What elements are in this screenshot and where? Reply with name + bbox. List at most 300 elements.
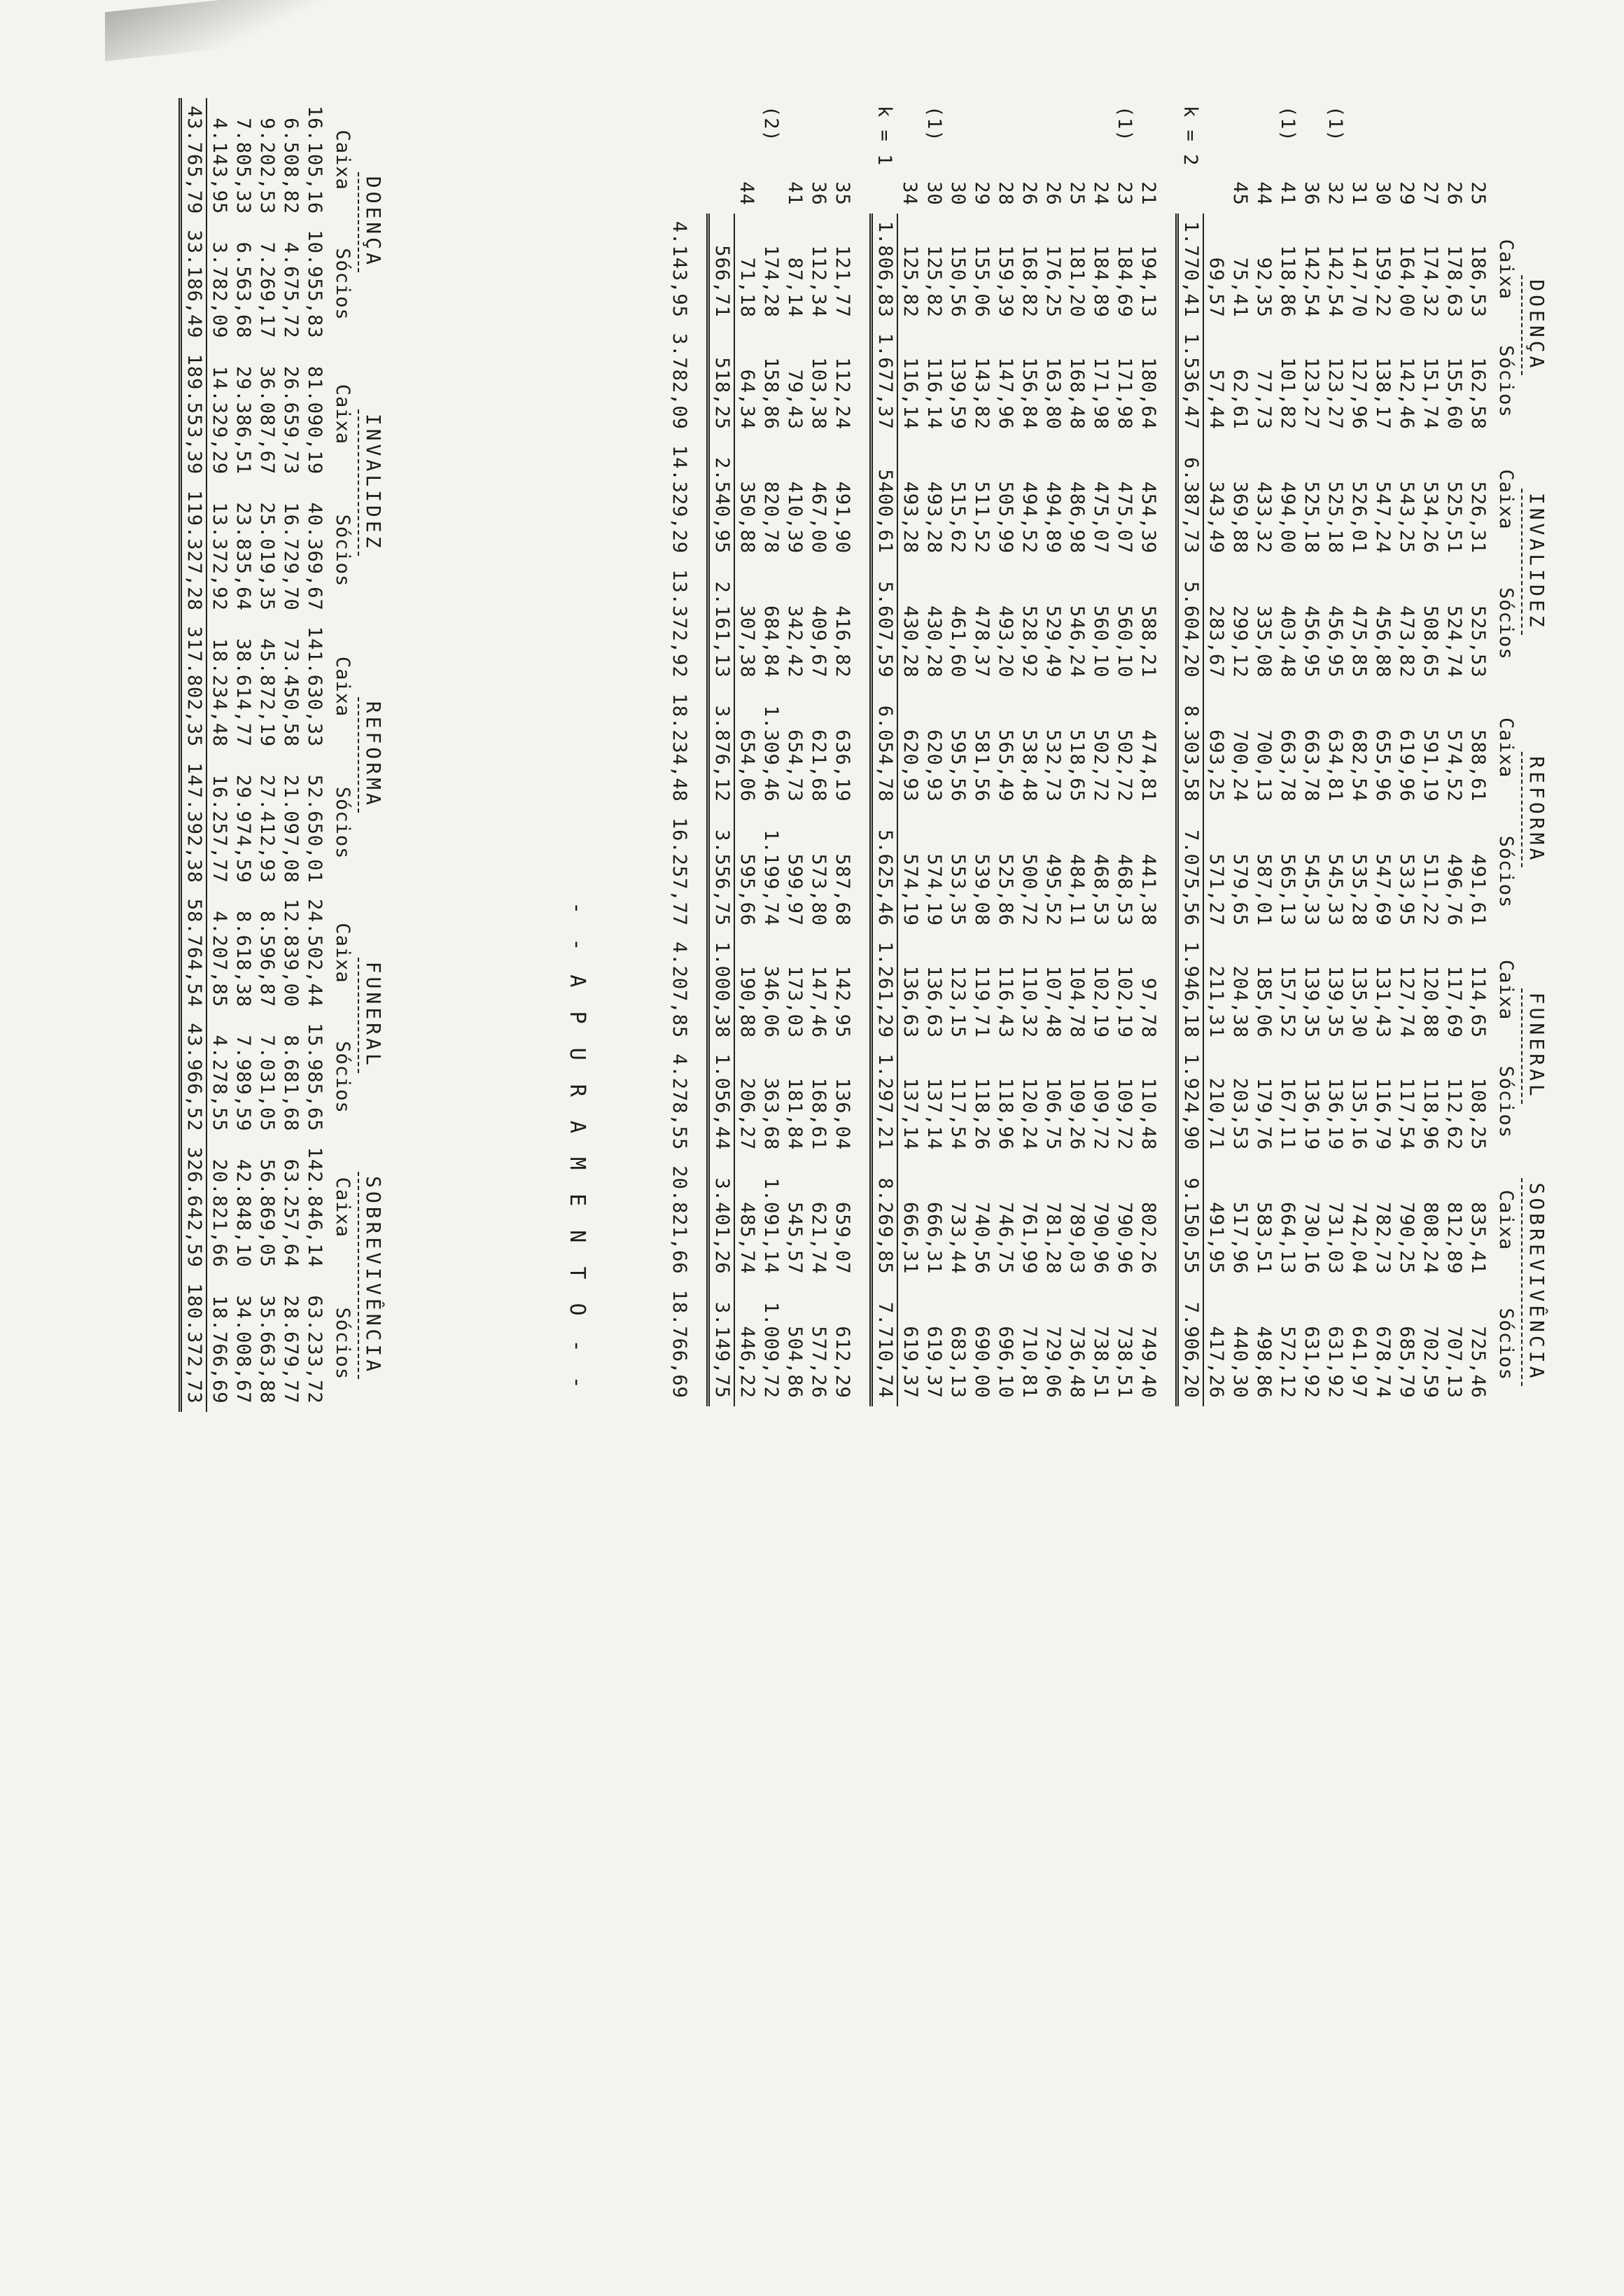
value-cell: 738,51	[1090, 1326, 1112, 1399]
value-cell: 4.143,95	[206, 98, 231, 222]
total-cell: 1.000,38	[708, 934, 735, 1046]
row-age: 34	[899, 181, 921, 206]
subheader-caixa: Caixa	[1495, 718, 1517, 778]
apuramento-total-row	[181, 98, 207, 1412]
row-note	[1041, 98, 1065, 174]
value-cell: 591,19	[1420, 729, 1441, 802]
value-cell: 173,03	[784, 965, 806, 1039]
value-cell: 539,08	[971, 853, 993, 927]
value-cell: 612,29	[832, 1326, 853, 1399]
total-cell: 1.056,44	[708, 1046, 735, 1158]
spacer-row	[854, 98, 872, 1406]
value-cell: 573,80	[808, 853, 830, 927]
main-table-body	[667, 98, 1490, 1406]
apuramento-title: - - A P U R A M E N T O - -	[565, 902, 589, 1394]
row-age: 36	[808, 181, 830, 206]
table-row	[1418, 98, 1442, 1406]
row-age: 41	[1277, 181, 1298, 206]
value-cell: 588,61	[1467, 729, 1489, 802]
value-cell: 409,67	[808, 605, 830, 678]
subheader-socios: Sócios	[332, 514, 354, 587]
grand-total-cell: 4.207,85	[668, 941, 690, 1039]
value-cell: 1.091,14	[760, 1177, 782, 1275]
table-row	[806, 98, 830, 1406]
subheader-caixa: Caixa	[1495, 239, 1517, 300]
grand-total-cell: 20.821,66	[668, 1166, 690, 1275]
value-cell: 505,99	[995, 481, 1016, 554]
subheader-socios: Sócios	[1495, 345, 1517, 418]
row-note	[1299, 98, 1323, 174]
apuramento-table-body	[181, 98, 327, 1412]
apuramento-group-doenca: DOENÇA	[354, 98, 385, 346]
row-note	[897, 98, 922, 174]
table-row	[302, 98, 326, 1412]
grand-total-cell: 4.143,95	[668, 220, 690, 318]
row-note	[1088, 98, 1112, 174]
value-cell: 102,19	[1090, 965, 1112, 1039]
value-cell: 700,13	[1253, 729, 1275, 802]
row-note	[1065, 98, 1088, 174]
value-cell: 101,82	[1277, 357, 1298, 430]
row-age: 31	[1348, 181, 1370, 206]
row-age: 26	[1443, 181, 1465, 206]
block-total-row	[708, 98, 735, 1406]
total-cell: 326.642,59	[181, 1140, 207, 1276]
value-cell: 142.846,14	[304, 1147, 326, 1268]
value-cell: 167,11	[1277, 1077, 1298, 1151]
value-cell: 654,06	[734, 686, 759, 810]
apuramento-sub-header-row	[326, 98, 354, 1412]
subheader-socios: Sócios	[1495, 1065, 1517, 1138]
value-cell: 504,86	[784, 1326, 806, 1399]
table-row	[1228, 98, 1252, 1406]
value-cell: 456,95	[1324, 605, 1346, 678]
value-cell: 363,68	[760, 1077, 782, 1151]
row-age: 27	[1420, 181, 1441, 206]
value-cell: 740,56	[971, 1202, 993, 1275]
row-note	[1203, 98, 1228, 174]
value-cell: 1.009,72	[760, 1301, 782, 1399]
value-cell: 500,72	[1018, 853, 1040, 927]
value-cell: 454,39	[1138, 481, 1159, 554]
value-cell: 666,31	[923, 1202, 945, 1275]
value-cell: 1.309,46	[760, 705, 782, 802]
table-row	[1203, 98, 1228, 1406]
value-cell: 655,96	[1372, 729, 1394, 802]
value-cell: 75,41	[1229, 257, 1251, 318]
value-cell: 587,68	[832, 853, 853, 927]
value-cell: 123,15	[947, 965, 969, 1039]
subheader-socios: Sócios	[1495, 1308, 1517, 1380]
subheader-socios: Sócios	[1495, 835, 1517, 909]
value-cell: 595,66	[734, 810, 759, 934]
value-cell: 369,88	[1229, 481, 1251, 554]
value-cell: 155,60	[1443, 357, 1465, 430]
value-cell: 619,96	[1396, 729, 1418, 802]
sub-header-row	[1490, 98, 1518, 1406]
row-note	[993, 98, 1017, 174]
total-cell: 5.604,20	[1177, 561, 1204, 685]
value-cell: 350,88	[734, 438, 759, 561]
apuramento-table	[178, 98, 385, 1412]
value-cell: 430,28	[897, 561, 922, 685]
value-cell: 71,18	[734, 214, 759, 326]
subheader-socios: Sócios	[1495, 587, 1517, 660]
value-cell: 525,18	[1301, 481, 1322, 554]
value-cell: 446,22	[734, 1282, 759, 1406]
value-cell: 749,40	[1138, 1326, 1159, 1399]
value-cell: 572,12	[1277, 1326, 1298, 1399]
value-cell: 112,24	[832, 357, 853, 430]
value-cell: 136,19	[1301, 1077, 1322, 1151]
value-cell: 577,26	[808, 1326, 830, 1399]
value-cell: 14.329,29	[206, 346, 231, 483]
value-cell: 102,19	[1114, 965, 1135, 1039]
value-cell: 40.369,67	[304, 502, 326, 611]
k-label	[708, 98, 735, 174]
value-cell: 467,00	[808, 481, 830, 554]
grand-total-cell: 16.257,77	[668, 817, 690, 927]
value-cell: 116,14	[923, 357, 945, 430]
value-cell: 123,27	[1301, 357, 1322, 430]
total-cell: 1.924,90	[1177, 1046, 1204, 1158]
value-cell: 28.679,77	[280, 1295, 302, 1404]
value-cell: 343,49	[1203, 438, 1228, 561]
group-header-reforma: REFORMA	[1518, 686, 1548, 934]
value-cell: 663,78	[1301, 729, 1322, 802]
total-cell: 147.392,38	[181, 755, 207, 891]
total-cell: 8.269,85	[872, 1158, 898, 1282]
subheader-caixa: Caixa	[1495, 1189, 1517, 1251]
value-cell: 621,68	[808, 729, 830, 802]
value-cell: 34.008,67	[232, 1295, 254, 1404]
value-cell: 27.412,93	[256, 774, 278, 883]
value-cell: 491,61	[1467, 853, 1489, 927]
value-cell: 79,43	[784, 369, 806, 430]
total-cell: 5.607,59	[872, 561, 898, 685]
total-cell: 3.876,12	[708, 686, 735, 810]
value-cell: 118,96	[1420, 1077, 1441, 1151]
value-cell: 581,56	[971, 729, 993, 802]
row-note	[1252, 98, 1275, 174]
value-cell: 508,65	[1420, 605, 1441, 678]
value-cell: 6.563,68	[232, 241, 254, 339]
table-row	[1065, 98, 1088, 1406]
row-age: 28	[995, 181, 1016, 206]
table-row	[279, 98, 302, 1412]
row-note	[783, 98, 806, 174]
subheader-socios: Sócios	[332, 248, 354, 321]
value-cell: 138,17	[1372, 357, 1394, 430]
value-cell: 782,73	[1372, 1202, 1394, 1275]
value-cell: 525,18	[1324, 481, 1346, 554]
grand-total-cell: 18.234,48	[668, 693, 690, 802]
total-cell: 7.906,20	[1177, 1282, 1204, 1406]
apuramento-group-sobrevivencia: SOBREVIVÊNCIA	[354, 1140, 385, 1412]
value-cell: 461,60	[947, 605, 969, 678]
table-row	[1323, 98, 1347, 1406]
value-cell: 515,62	[947, 481, 969, 554]
row-note: (1)	[923, 106, 945, 142]
value-cell: 433,32	[1253, 481, 1275, 554]
value-cell: 517,96	[1229, 1202, 1251, 1275]
value-cell: 525,53	[1467, 605, 1489, 678]
value-cell: 139,35	[1324, 965, 1346, 1039]
table-row	[1088, 98, 1112, 1406]
value-cell: 511,22	[1420, 853, 1441, 927]
row-age	[759, 174, 783, 214]
value-cell: 7.805,33	[232, 118, 254, 215]
value-cell: 103,38	[808, 357, 830, 430]
value-cell: 7.989,59	[232, 1035, 254, 1132]
value-cell: 57,44	[1203, 326, 1228, 438]
value-cell: 73.450,58	[280, 638, 302, 748]
value-cell: 45.872,19	[256, 638, 278, 748]
value-cell: 484,11	[1066, 853, 1088, 927]
value-cell: 535,28	[1348, 853, 1370, 927]
value-cell: 545,33	[1324, 853, 1346, 927]
value-cell: 181,84	[784, 1077, 806, 1151]
row-age: 26	[1042, 181, 1064, 206]
row-note: (1)	[1114, 106, 1135, 142]
value-cell: 118,86	[1277, 245, 1298, 318]
table-row	[783, 98, 806, 1406]
value-cell: 565,49	[995, 729, 1016, 802]
row-note	[1371, 98, 1394, 174]
row-age: 25	[1066, 181, 1088, 206]
value-cell: 25.019,35	[256, 502, 278, 611]
value-cell: 416,82	[832, 605, 853, 678]
value-cell: 104,78	[1066, 965, 1088, 1039]
value-cell: 7.031,05	[256, 1035, 278, 1132]
row-note	[1228, 98, 1252, 174]
table-row	[206, 98, 231, 1412]
value-cell: 496,76	[1443, 853, 1465, 927]
value-cell: 136,04	[832, 1077, 853, 1151]
value-cell: 619,37	[897, 1282, 922, 1406]
k-label: k = 1	[874, 106, 896, 167]
row-age: 44	[1253, 181, 1275, 206]
value-cell: 693,25	[1203, 686, 1228, 810]
total-cell: 317.802,35	[181, 619, 207, 755]
value-cell: 118,26	[971, 1077, 993, 1151]
value-cell: 171,98	[1090, 357, 1112, 430]
value-cell: 12.839,00	[280, 898, 302, 1008]
total-cell: 43.765,79	[181, 98, 207, 222]
value-cell: 574,19	[923, 853, 945, 927]
k-label: k = 2	[1180, 106, 1202, 167]
subheader-socios: Sócios	[332, 1307, 354, 1380]
value-cell: 511,52	[971, 481, 993, 554]
value-cell: 532,73	[1042, 729, 1064, 802]
total-cell: 8.303,58	[1177, 686, 1204, 810]
value-cell: 547,69	[1372, 853, 1394, 927]
row-note	[830, 98, 854, 174]
value-cell: 9.202,53	[256, 118, 278, 215]
value-cell: 168,48	[1066, 357, 1088, 430]
value-cell: 493,20	[995, 605, 1016, 678]
row-age: 29	[971, 181, 993, 206]
value-cell: 136,63	[897, 934, 922, 1046]
value-cell: 52.650,01	[304, 774, 326, 883]
spacer-row	[691, 98, 708, 1406]
subheader-caixa: Caixa	[1495, 469, 1517, 530]
value-cell: 494,00	[1277, 481, 1298, 554]
value-cell: 16.729,70	[280, 502, 302, 611]
value-cell: 155,06	[971, 245, 993, 318]
value-cell: 110,48	[1138, 1077, 1159, 1151]
table-row	[1347, 98, 1371, 1406]
value-cell: 595,56	[947, 729, 969, 802]
value-cell: 485,74	[734, 1158, 759, 1282]
value-cell: 587,01	[1253, 853, 1275, 927]
value-cell: 117,54	[1396, 1077, 1418, 1151]
value-cell: 475,07	[1114, 481, 1135, 554]
total-cell: 9.150,55	[1177, 1158, 1204, 1282]
value-cell: 159,39	[995, 245, 1016, 318]
value-cell: 8.681,68	[280, 1035, 302, 1132]
value-cell: 92,35	[1253, 257, 1275, 318]
value-cell: 588,21	[1138, 605, 1159, 678]
table-row	[830, 98, 854, 1406]
total-cell: 180.372,73	[181, 1275, 207, 1412]
value-cell: 518,65	[1066, 729, 1088, 802]
row-note	[1418, 98, 1442, 174]
value-cell: 307,38	[734, 561, 759, 685]
total-cell: 119.327,28	[181, 482, 207, 619]
total-cell: 1.536,47	[1177, 326, 1204, 438]
value-cell: 456,95	[1301, 605, 1322, 678]
row-note	[969, 98, 993, 174]
total-cell: 566,71	[708, 214, 735, 326]
row-note	[1442, 98, 1466, 174]
value-cell: 137,14	[923, 1077, 945, 1151]
row-age: 24	[1090, 181, 1112, 206]
blank-cell	[1177, 174, 1204, 214]
value-cell: 181,20	[1066, 245, 1088, 318]
value-cell: 16.105,16	[304, 106, 326, 215]
value-cell: 10.955,83	[304, 230, 326, 339]
value-cell: 546,24	[1066, 605, 1088, 678]
value-cell: 136,63	[923, 965, 945, 1039]
value-cell: 123,27	[1324, 357, 1346, 430]
value-cell: 120,88	[1420, 965, 1441, 1039]
value-cell: 112,62	[1443, 1077, 1465, 1151]
value-cell: 468,53	[1090, 853, 1112, 927]
subheader-socios: Sócios	[332, 786, 354, 860]
value-cell: 468,53	[1114, 853, 1135, 927]
block-total-row	[872, 98, 898, 1406]
row-age: 25	[1467, 181, 1489, 206]
value-cell: 139,35	[1301, 965, 1322, 1039]
table-row	[969, 98, 993, 1406]
value-cell: 746,75	[995, 1202, 1016, 1275]
spacer-cell	[854, 98, 872, 1406]
table-row	[1394, 98, 1418, 1406]
row-age: 30	[923, 181, 945, 206]
value-cell: 474,81	[1138, 729, 1159, 802]
total-cell: 1.297,21	[872, 1046, 898, 1158]
value-cell: 553,35	[947, 853, 969, 927]
value-cell: 116,14	[897, 326, 922, 438]
value-cell: 498,86	[1253, 1326, 1275, 1399]
value-cell: 478,37	[971, 605, 993, 678]
total-cell: 1.770,41	[1177, 214, 1204, 326]
value-cell: 69,57	[1203, 214, 1228, 326]
value-cell: 545,33	[1301, 853, 1322, 927]
value-cell: 204,38	[1229, 965, 1251, 1039]
subheader-caixa: Caixa	[332, 923, 354, 983]
value-cell: 493,28	[897, 438, 922, 561]
value-cell: 8.618,38	[232, 911, 254, 1008]
value-cell: 666,31	[897, 1158, 922, 1282]
group-header-invalidez: INVALIDEZ	[1518, 438, 1548, 686]
value-cell: 560,10	[1090, 605, 1112, 678]
value-cell: 524,74	[1443, 605, 1465, 678]
value-cell: 112,34	[808, 245, 830, 318]
value-cell: 16.257,77	[206, 755, 231, 891]
value-cell: 142,54	[1301, 245, 1322, 318]
value-cell: 120,24	[1018, 1077, 1040, 1151]
value-cell: 565,13	[1277, 853, 1298, 927]
value-cell: 180,64	[1138, 357, 1159, 430]
value-cell: 641,97	[1348, 1326, 1370, 1399]
row-age	[1203, 174, 1228, 214]
value-cell: 174,32	[1420, 245, 1441, 318]
value-cell: 135,30	[1348, 965, 1370, 1039]
value-cell: 107,48	[1042, 965, 1064, 1039]
value-cell: 1.199,74	[760, 830, 782, 927]
value-cell: 571,27	[1203, 810, 1228, 934]
blank-cell	[667, 98, 691, 174]
value-cell: 158,86	[760, 357, 782, 430]
value-cell: 190,88	[734, 934, 759, 1046]
row-note: (1)	[1324, 106, 1346, 142]
value-cell: 21.097,08	[280, 774, 302, 883]
value-cell: 403,48	[1277, 605, 1298, 678]
value-cell: 178,63	[1443, 245, 1465, 318]
value-cell: 194,13	[1138, 245, 1159, 318]
row-age: 36	[1301, 181, 1322, 206]
value-cell: 473,82	[1396, 605, 1418, 678]
value-cell: 491,90	[832, 481, 853, 554]
total-cell: 2.540,95	[708, 438, 735, 561]
total-cell: 43.966,52	[181, 1015, 207, 1139]
row-note	[1017, 98, 1041, 174]
row-age: 44	[736, 181, 758, 206]
value-cell: 162,58	[1467, 357, 1489, 430]
value-cell: 502,72	[1114, 729, 1135, 802]
value-cell: 335,08	[1253, 605, 1275, 678]
block-total-row	[1177, 98, 1204, 1406]
row-age: 30	[947, 181, 969, 206]
value-cell: 634,81	[1324, 729, 1346, 802]
value-cell: 63.233,72	[304, 1295, 326, 1404]
value-cell: 283,67	[1203, 561, 1228, 685]
value-cell: 790,96	[1114, 1202, 1135, 1275]
table-row	[993, 98, 1017, 1406]
table-row	[1299, 98, 1323, 1406]
blank-cell	[872, 174, 898, 214]
value-cell: 157,52	[1277, 965, 1298, 1039]
blank-cell	[667, 174, 691, 214]
value-cell: 6.508,82	[280, 118, 302, 215]
value-cell: 820,78	[760, 481, 782, 554]
value-cell: 109,72	[1090, 1077, 1112, 1151]
value-cell: 18.766,69	[206, 1275, 231, 1412]
value-cell: 690,00	[971, 1326, 993, 1399]
value-cell: 184,69	[1114, 245, 1135, 318]
